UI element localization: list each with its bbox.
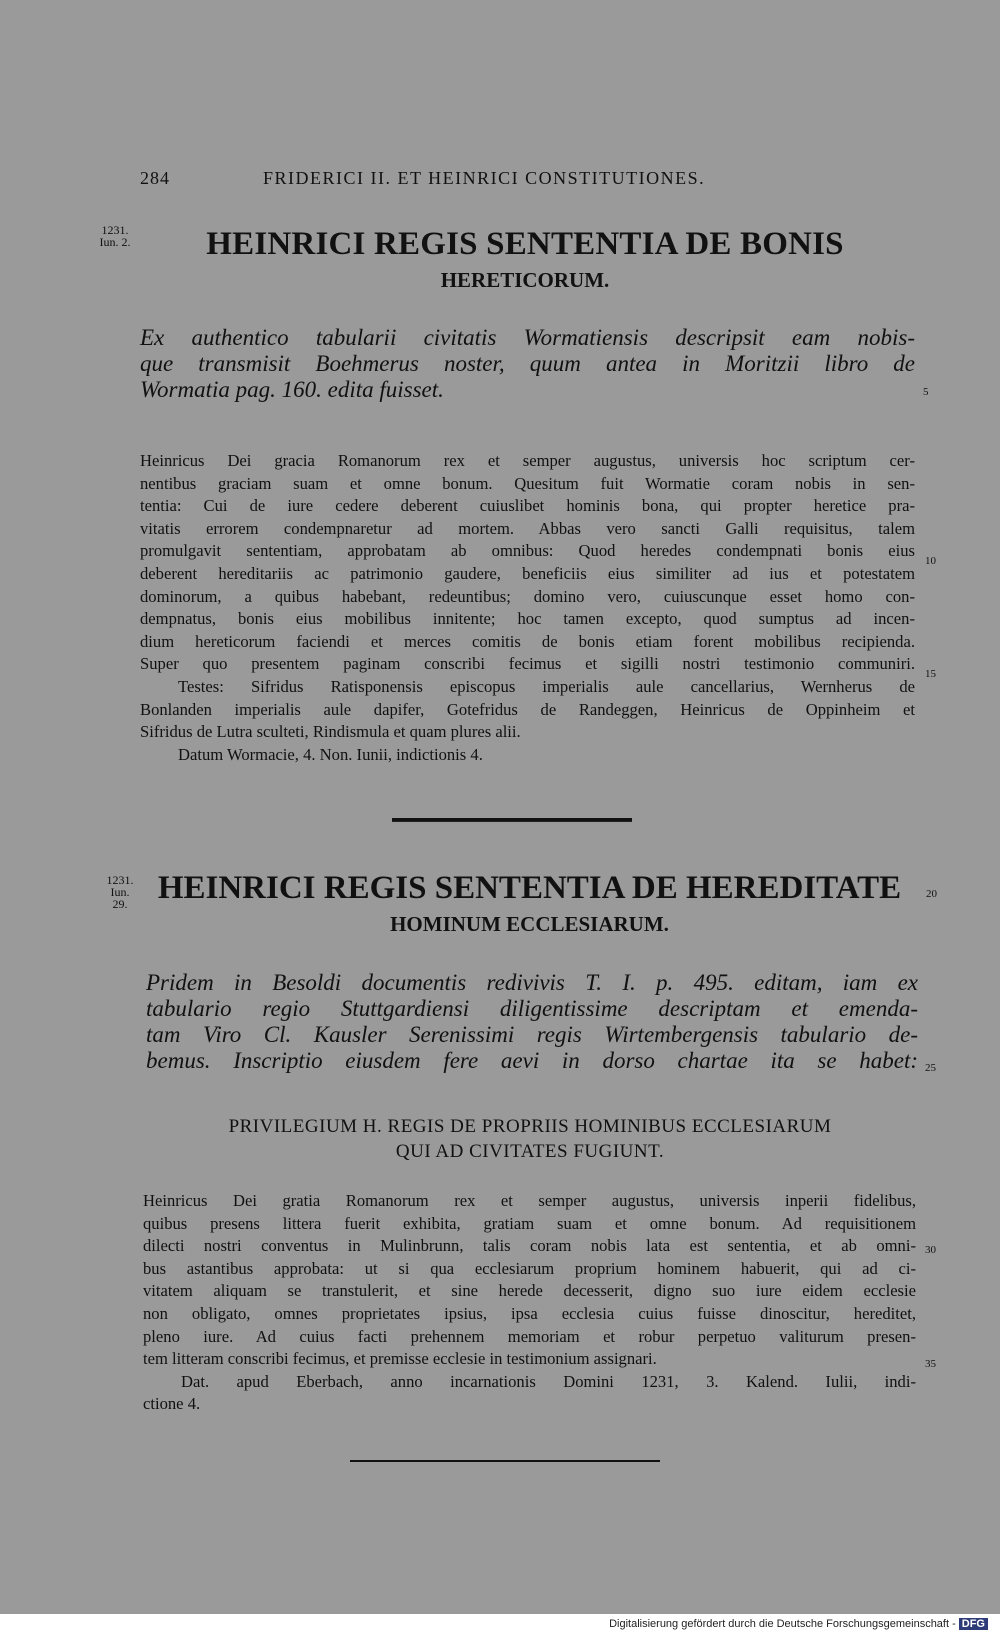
doc1-intro-line: Ex authentico tabularii civitatis Wormatiensis descripsit eam nobis- xyxy=(140,325,915,350)
doc1-body-line: dempnatus, bonis eius mobilibus innitente; hoc tamen excepto, quod sumptus ad incen- xyxy=(140,609,915,629)
doc2-intro xyxy=(146,970,918,1074)
doc2-body-line: quibus presens littera fuerit exhibita, gratiam suam et omne bonum. Ad requisitionem xyxy=(143,1213,916,1233)
doc1-body-line: dium hereticorum faciendi et merces comitis de bonis etiam forent mobilibus recipienda. xyxy=(140,631,915,651)
doc1-body-line: nentibus graciam suam et omne bonum. Quesitum fuit Wormatie coram nobis in sen- xyxy=(140,473,915,493)
doc1-intro-line: Wormatia pag. 160. edita fuisset. xyxy=(140,377,444,402)
doc1-body-line: deberent hereditariis ac patrimonio gaudere, beneficiis eius similiter ad ius et potestatem xyxy=(140,563,915,583)
doc1-testes-line: Testes: Sifridus Ratisponensis episcopus imperialis aule cancellarius, Wernherus de xyxy=(178,676,915,696)
doc2-body-line: ctione 4. xyxy=(143,1394,201,1414)
doc2-intro-line: tabulario regio Stuttgardiensi diligentissime descriptam et emenda- xyxy=(146,996,918,1021)
doc1-datum-line: Datum Wormacie, 4. Non. Iunii, indictionis 4. xyxy=(178,744,483,764)
footer-text: Digitalisierung gefördert durch die Deutsche Forschungsgemeinschaft - xyxy=(609,1618,956,1630)
section-divider-thin xyxy=(392,821,632,822)
doc2-body-line: pleno iure. Ad cuius facti prehennem memoriam et robur perpetuo valiturum presen- xyxy=(143,1326,916,1346)
doc2-body-line: tem litteram conscribi fecimus, et premisse ecclesie in testimonium assignari. xyxy=(143,1349,657,1369)
doc1-body xyxy=(140,450,915,766)
doc2-body-line: Heinricus Dei gratia Romanorum rex et semper augustus, universis inperii fidelibus, xyxy=(143,1191,916,1210)
doc2-subheading xyxy=(142,1114,918,1164)
line-number-20: 20 xyxy=(926,888,937,900)
end-divider xyxy=(350,1460,660,1462)
footer-credit xyxy=(605,1616,992,1632)
doc2-date-month: Iun. xyxy=(110,885,130,899)
doc1-body-line: tentia: Cui de iure cedere deberent cuiuslibet hominis bona, qui propter heretice pra- xyxy=(140,496,915,516)
doc1-body-line: promulgavit sententiam, approbatam ab omnibus: Quod heredes condempnati bonis eius xyxy=(140,541,915,561)
doc2-subhead-line1: PRIVILEGIUM H. REGIS DE PROPRIIS HOMINIBUS ECCLESIARUM xyxy=(228,1116,832,1137)
doc2-date-note xyxy=(100,874,140,910)
doc1-intro xyxy=(140,325,915,403)
doc2-date-year: 1231. xyxy=(106,873,134,887)
line-number-15: 15 xyxy=(925,668,936,680)
doc1-title-line2: HERETICORUM. xyxy=(440,268,610,292)
doc2-title: HEINRICI REGIS SENTENTIA DE HEREDITATE xyxy=(157,870,902,906)
doc2-intro-line: tam Viro Cl. Kausler Serenissimi regis Wirtembergensis tabulario de- xyxy=(146,1022,918,1047)
line-number-10: 10 xyxy=(925,555,936,567)
doc1-body-line: vitatis errorem condempnaretur ad mortem. Abbas vero sancti Galli requisitus, talem xyxy=(140,518,915,538)
line-number-5: 5 xyxy=(923,386,929,398)
line-number-35: 35 xyxy=(925,1358,936,1370)
doc1-date-year: 1231. xyxy=(101,223,129,237)
doc2-body-line: dilecti nostri conventus in Mulinbrunn, talis coram nobis lata est sententia, et ab omni- xyxy=(143,1236,916,1256)
dfg-logo: DFG xyxy=(959,1618,988,1630)
doc2-body xyxy=(143,1190,916,1416)
doc1-title: HEINRICI REGIS SENTENTIA DE BONIS xyxy=(206,226,844,262)
doc1-body-line: Super quo presentem paginam conscribi fecimus et sigilli nostri testimonio communiri. xyxy=(140,654,915,674)
doc2-intro-line: Pridem in Besoldi documentis redivivis T. I. p. 495. editam, iam ex xyxy=(146,970,918,995)
line-number-25: 25 xyxy=(925,1062,936,1074)
doc1-body-line: Sifridus de Lutra sculteti, Rindismula et quam plures alii. xyxy=(140,722,521,742)
doc1-body-line: Heinricus Dei gracia Romanorum rex et semper augustus, universis hoc scriptum cer- xyxy=(140,451,915,470)
doc1-date-note xyxy=(92,224,138,248)
line-number-30: 30 xyxy=(925,1244,936,1256)
doc2-subhead-line2: QUI AD CIVITATES FUGIUNT. xyxy=(395,1141,665,1162)
doc1-date-day: Iun. 2. xyxy=(99,235,131,249)
running-title: FRIDERICI II. ET HEINRICI CONSTITUTIONES. xyxy=(263,168,706,188)
doc1-intro-line: que transmisit Boehmerus noster, quum antea in Moritzii libro de xyxy=(140,351,915,376)
doc2-title-line2: HOMINUM ECCLESIARUM. xyxy=(390,912,669,936)
doc2-datum-line: Dat. apud Eberbach, anno incarnationis Domini 1231, 3. Kalend. Iulii, indi- xyxy=(181,1371,916,1391)
page-number: 284 xyxy=(140,168,170,188)
doc1-body-line: dominorum, a quibus habebant, redeuntibus; domino vero, cuiuscunque esset homo con- xyxy=(140,586,915,606)
doc1-body-line: Bonlanden imperialis aule dapifer, Gotefridus de Randeggen, Heinricus de Oppinheim et xyxy=(140,699,915,719)
doc2-body-line: non obligato, omnes proprietates ipsius, ipsa ecclesia cuius fuisse dinoscitur, hereditet, xyxy=(143,1303,916,1323)
doc2-date-day: 29. xyxy=(112,897,128,911)
doc2-intro-line: bemus. Inscriptio eiusdem fere aevi in dorso chartae ita se habet: xyxy=(146,1048,918,1073)
doc2-body-line: bus astantibus approbata: ut si qua ecclesiarum proprium hominem habuerit, qui ad ci- xyxy=(143,1258,916,1278)
doc2-body-line: vitatem aliquam se transtulerit, et sine herede decesserit, digno suo iure eidem ecclesie xyxy=(143,1281,916,1301)
